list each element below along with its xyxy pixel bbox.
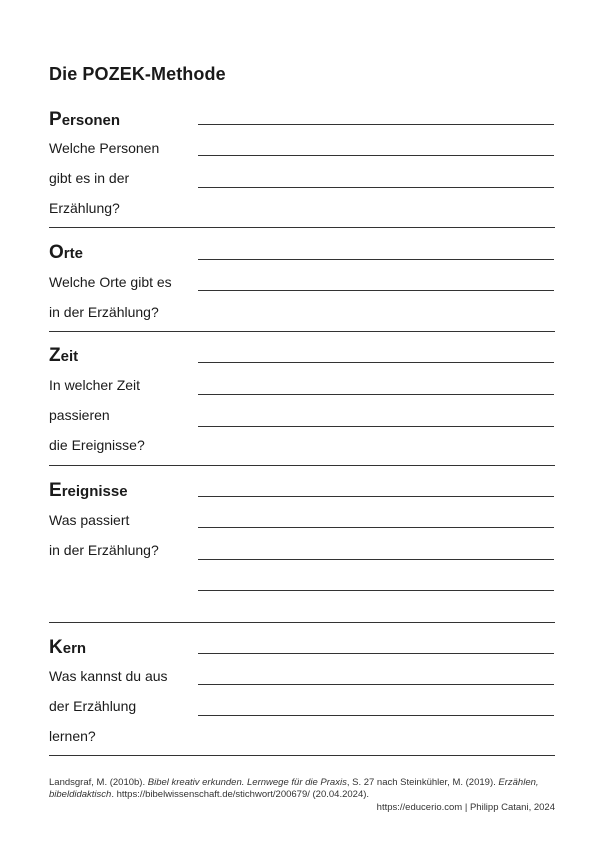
answer-line[interactable] bbox=[198, 684, 554, 685]
section-divider bbox=[49, 755, 555, 756]
answer-line[interactable] bbox=[198, 559, 554, 560]
answer-line[interactable] bbox=[198, 496, 554, 497]
section-question-line: gibt es in der bbox=[49, 170, 130, 186]
answer-line[interactable] bbox=[198, 394, 554, 395]
section-divider bbox=[49, 465, 555, 466]
section-personen bbox=[49, 105, 555, 229]
answer-line[interactable] bbox=[198, 187, 554, 188]
section-zeit bbox=[49, 342, 555, 466]
answer-line[interactable] bbox=[198, 653, 554, 654]
answer-line[interactable] bbox=[198, 259, 554, 260]
section-divider bbox=[49, 622, 555, 623]
section-question-line: lernen? bbox=[49, 728, 96, 744]
section-question-line: in der Erzählung? bbox=[49, 304, 159, 320]
section-question-line: in der Erzählung? bbox=[49, 542, 159, 558]
section-ereignisse bbox=[49, 476, 555, 624]
answer-line[interactable] bbox=[198, 527, 554, 528]
section-question-line: passieren bbox=[49, 407, 110, 423]
citation: Landsgraf, M. (2010b). Bibel kreativ erkunden. Lernwege für die Praxis, S. 27 nach Steinkühler, M. (2019). Erzählen, bibeldidaktisch. https://bibelwissenschaft.de/stichwort/200679/ (20.04.2024). bbox=[49, 777, 539, 800]
section-question-line: der Erzählung bbox=[49, 698, 137, 714]
section-label: Kern bbox=[49, 637, 87, 658]
section-label: Orte bbox=[49, 242, 83, 263]
answer-line[interactable] bbox=[198, 715, 554, 716]
section-question-line: Was passiert bbox=[49, 512, 130, 528]
answer-line[interactable] bbox=[198, 590, 554, 591]
page-title: Die POZEK-Methode bbox=[49, 64, 226, 84]
section-question-line: die Ereignisse? bbox=[49, 437, 145, 453]
answer-line[interactable] bbox=[198, 426, 554, 427]
section-label: Personen bbox=[49, 109, 121, 130]
footer bbox=[49, 777, 555, 817]
section-question-line: Erzählung? bbox=[49, 200, 120, 216]
section-question-line: Welche Personen bbox=[49, 140, 160, 156]
section-question-line: Was kannst du aus bbox=[49, 668, 168, 684]
section-question-line: Welche Orte gibt es bbox=[49, 274, 172, 290]
answer-line[interactable] bbox=[198, 124, 554, 125]
answer-line[interactable] bbox=[198, 290, 554, 291]
section-orte bbox=[49, 240, 555, 332]
section-label: Zeit bbox=[49, 345, 79, 366]
section-label: Ereignisse bbox=[49, 480, 128, 501]
section-divider bbox=[49, 227, 555, 228]
section-divider bbox=[49, 331, 555, 332]
answer-line[interactable] bbox=[198, 155, 554, 156]
section-question-line: In welcher Zeit bbox=[49, 377, 141, 393]
credit-line: https://educerio.com | Philipp Catani, 2024 bbox=[376, 802, 555, 813]
section-kern bbox=[49, 633, 555, 758]
answer-line[interactable] bbox=[198, 362, 554, 363]
